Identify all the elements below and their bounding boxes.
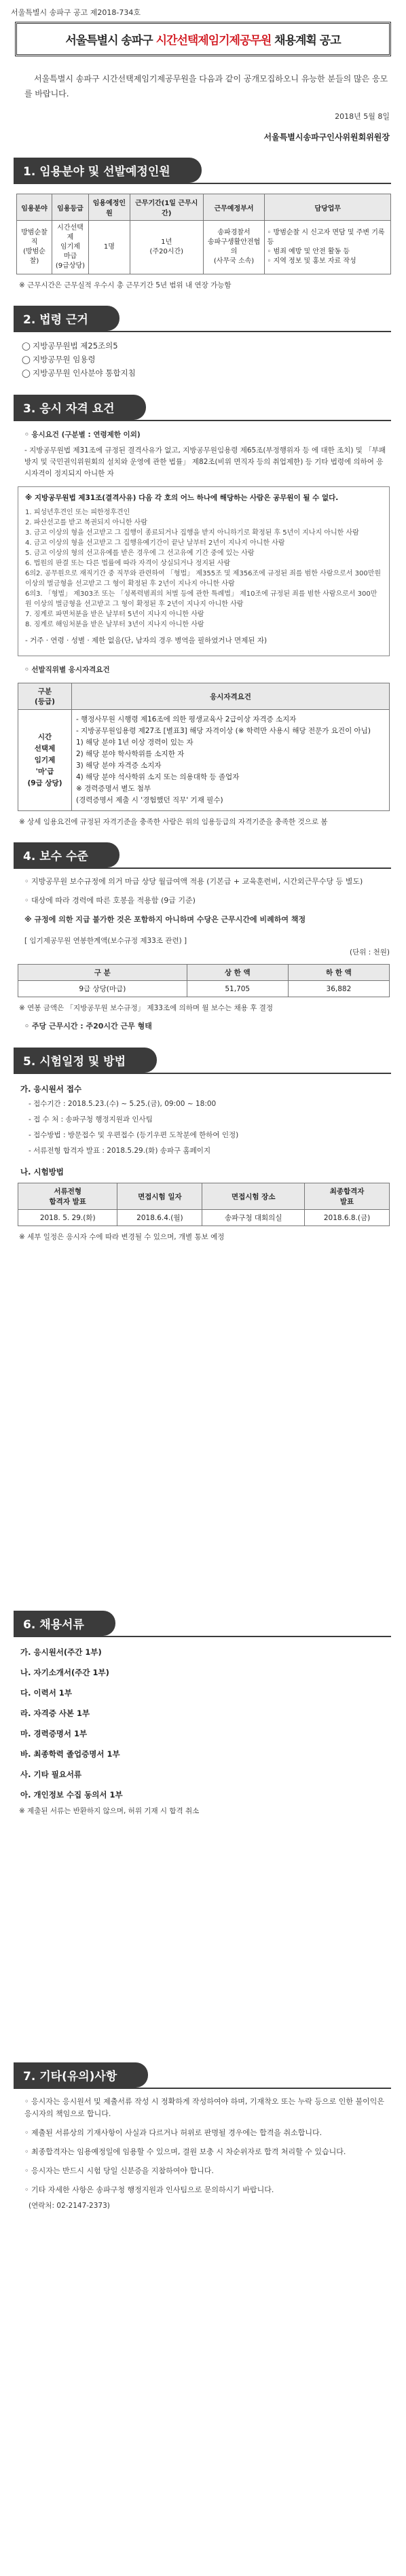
table-cell: ◦ 방범순찰 시 신고자 면담 및 주변 기록 등 ◦ 범죄 예방 및 안전 활동 등 ◦ 지역 정보 및 홍보 자료 작성 xyxy=(265,221,391,274)
notes-list xyxy=(8,2096,398,2196)
col-header: 면접시험 장소 xyxy=(202,1183,305,1210)
box-title: ※ 지방공무원법 제31조(결격사유) 다음 각 호의 어느 하나에 해당하는 사람은 공무원이 될 수 없다. xyxy=(25,494,339,502)
title-highlight: 시간선택제임기제공무원 xyxy=(155,34,272,48)
list-item: 4) 해당 분야 석사학위 소지 또는 의용대학 등 졸업자 xyxy=(76,773,240,781)
pay-table xyxy=(18,964,390,997)
section-title: 2. 법령 근거 xyxy=(14,306,119,331)
divider xyxy=(14,2088,391,2089)
table-cell: 시간선택제 임기제 마급 (9급상당) xyxy=(52,221,89,274)
table-cell: 송파구청 대회의실 xyxy=(202,1210,305,1226)
spacer xyxy=(8,1817,398,2047)
intro-text: 서울특별시 송파구 시간선택제임기제공무원을 다음과 같이 공개모집하오니 유능한 분들의 많은 응모를 바랍니다. xyxy=(24,74,388,99)
box-lines xyxy=(25,507,382,630)
document-item: 라. 자격증 사본 1부 xyxy=(20,1709,90,1718)
agency-name: 서울특별시송파구인사위원회위원장 xyxy=(263,132,390,142)
section-5 xyxy=(8,1048,398,1074)
list-item: 5. 금고 이상의 형의 선고유예를 받은 경우에 그 선고유예 기간 중에 있는 사람 xyxy=(25,550,255,557)
table-cell: 1명 xyxy=(88,221,130,274)
document-item: 바. 최종학력 졸업증명서 1부 xyxy=(20,1749,120,1759)
col-header: 근무기간(1일 근무시간) xyxy=(130,194,203,221)
list-item: (경력증명서 제출 시 '경험했던 직무' 기재 필수) xyxy=(76,796,223,804)
schedule-line: - 접수기간 : 2018.5.23.(수) ~ 5.25.(금), 09:00 ~ 18:00 xyxy=(29,1100,217,1108)
documents-note: ※ 제출된 서류는 반환하지 않으며, 허위 기재 시 합격 취소 xyxy=(19,1807,200,1815)
pay-warning: ※ 규정에 의한 지급 불가한 것은 포함하지 아니하며 수당은 근무시간에 비례하여 책정 xyxy=(24,915,306,924)
schedule-line: - 접수방법 : 방문접수 및 우편접수 (등기우편 도착분에 한하여 인정) xyxy=(29,1131,239,1139)
divider xyxy=(14,867,391,869)
box-foot: - 거주 · 연령 · 성별 · 제한 없음(단, 남자의 경우 병역을 필하였거나 면제된 자) xyxy=(25,637,267,645)
col-header: 임용등급 xyxy=(52,194,89,221)
divider xyxy=(14,1636,391,1637)
hours-line: ◦ 주당 근무시간 : 주20시간 근무 형태 xyxy=(24,1022,152,1031)
list-item: - 지방공무원임용령 제27조 [별표3] 해당 자격이상 (※ 학력만 사용시 해당 전문가 요건이 아님) xyxy=(76,727,371,735)
note-item: ◦ 응시자는 응시원서 및 제출서류 작성 시 정확하게 작성하여야 하며, 기재착오 또는 누락 등으로 인한 불이익은 응시자의 책임으로 합니다. xyxy=(24,2097,384,2118)
col-header: 임용예정인원 xyxy=(88,194,130,221)
spacer xyxy=(8,1242,398,1596)
col-header: 최종합격자 발표 xyxy=(305,1183,390,1210)
table-cell: 51,705 xyxy=(187,981,288,997)
table-cell: 2018.6.8.(금) xyxy=(305,1210,390,1226)
col-header: 구 분 xyxy=(18,965,187,981)
qual-note: ※ 상세 임용요건에 규정된 자격기준을 충족한 사람은 위의 임용등급의 자격기준을 충족한 것으로 봄 xyxy=(19,818,328,826)
section-title: 5. 시험일정 및 방법 xyxy=(14,1048,157,1073)
section-1 xyxy=(8,158,398,184)
table-cell: 9급 상당(마급) xyxy=(18,981,187,997)
list-item: 7. 징계로 파면처분을 받은 날부터 5년이 지나지 아니한 사람 xyxy=(25,611,204,618)
title-post: 채용계획 공고 xyxy=(271,34,341,48)
law-list xyxy=(22,339,390,380)
section-2 xyxy=(8,306,398,332)
document-item: 사. 기타 필요서류 xyxy=(20,1770,82,1779)
section-7 xyxy=(8,2062,398,2089)
title-pre: 서울특별시 송파구 xyxy=(65,34,156,48)
section-title: 6. 채용서류 xyxy=(14,1611,115,1636)
col-header: 서류전형 합격자 발표 xyxy=(18,1183,117,1210)
section-title: 3. 응시 자격 요건 xyxy=(14,395,146,420)
qual-title: ◦ 선발직위별 응시자격요건 xyxy=(24,666,110,674)
note-item: ◦ 기타 자세한 사항은 송파구청 행정지원과 인사팀으로 문의하시기 바랍니다. xyxy=(24,2185,274,2194)
qualification-table xyxy=(18,683,390,811)
grade-cell: 시간 선택제 임기제 '마'급 (9급 상당) xyxy=(18,710,72,811)
list-item: 4. 금고 이상의 형을 선고받고 그 집행유예기간이 끝난 날부터 2년이 지나지 아니한 사람 xyxy=(25,539,285,547)
document-item: 가. 응시원서(주간 1부) xyxy=(20,1647,102,1657)
req-title: ◦ 응시요건 (구분별 : 연령제한 이외) xyxy=(24,431,141,439)
col-header: 임용분야 xyxy=(17,194,52,221)
contact-line: (연락처: 02-2147-2373) xyxy=(29,2202,110,2210)
col-header: 하 한 액 xyxy=(288,965,389,981)
pay-caption: [ 임기제공무원 연봉한계액(보수규정 제33조 관련) ] xyxy=(24,937,187,945)
divider xyxy=(14,331,391,332)
schedule-line: - 접 수 처 : 송파구청 행정지원과 인사팀 xyxy=(29,1115,153,1124)
list-item: ◯ 지방공무원법 제25조의5 xyxy=(22,341,118,351)
qual-cell xyxy=(72,710,390,811)
schedule-item: 가. 응시원서 접수 xyxy=(20,1084,82,1094)
divider xyxy=(14,1073,391,1074)
col-header: 구분 (등급) xyxy=(18,683,72,710)
list-item: ◯ 지방공무원 인사분야 통합지침 xyxy=(22,368,136,378)
list-item: ※ 경력증명서 별도 첨부 xyxy=(76,785,151,793)
section-3 xyxy=(8,395,398,421)
list-item: 8. 징계로 해임처분을 받은 날부터 3년이 지나지 아니한 사람 xyxy=(25,621,204,628)
list-item: 6의3. 「형법」 제303조 또는 「성폭력범죄의 처벌 등에 관한 특례법」 제10조에 규정된 죄를 범한 사람으로서 300만원 이상의 벌금형을 선고받고 그 형이 확정된 후 2년이 지나지 아니한 사람 xyxy=(25,590,377,608)
schedule-table xyxy=(18,1183,390,1226)
col-header: 응시자격요건 xyxy=(72,683,390,710)
pay-unit: (단위 : 천원) xyxy=(350,948,390,956)
note-item: ◦ 응시자는 반드시 시험 당일 신분증을 지참하여야 합니다. xyxy=(24,2166,214,2175)
documents-list xyxy=(8,1647,398,1800)
section-title: 1. 임용분야 및 선발예정인원 xyxy=(14,158,202,183)
col-header: 근무예정부서 xyxy=(203,194,265,221)
table-cell: 2018. 5. 29.(화) xyxy=(18,1210,117,1226)
divider xyxy=(14,420,391,421)
section-4 xyxy=(8,842,398,869)
col-header: 상 한 액 xyxy=(187,965,288,981)
req-line: - 지방공무원법 제31조에 규정된 결격사유가 없고, 지방공무원임용령 제65조(부정행위자 등 에 대한 조치) 및 「부패방지 및 국민권익위원회의 설치와 운영에 관한 법률」 제82조(비위 면직자 등의 취업제한) 등 기타 법령에 의하여 응시자격이 정지되지 아니한 자 xyxy=(24,446,386,478)
page-title xyxy=(15,22,391,56)
pay-line: ◦ 지방공무원 보수규정에 의거 마급 상당 월급여액 적용 (기본급 + 교육훈련비, 시간외근무수당 등 별도) xyxy=(24,877,363,886)
document-item: 마. 경력증명서 1부 xyxy=(20,1729,88,1738)
list-item: ◯ 지방공무원 임용령 xyxy=(22,355,96,364)
col-header: 담당업무 xyxy=(265,194,391,221)
disqualification-box xyxy=(18,486,390,656)
section-title: 4. 보수 수준 xyxy=(14,842,119,867)
list-item: 1. 피성년후견인 또는 피한정후견인 xyxy=(25,509,130,516)
list-item: 2. 파산선고를 받고 복권되지 아니한 사람 xyxy=(25,519,147,526)
list-item: 6. 법원의 판결 또는 다른 법률에 따라 자격이 상실되거나 정지된 사람 xyxy=(25,560,231,567)
notice-date: 2018년 5월 8일 xyxy=(335,112,390,121)
document-item: 나. 자기소개서(주간 1부) xyxy=(20,1668,109,1677)
schedule-note: ※ 세부 일정은 응시자 수에 따라 변경될 수 있으며, 개별 통보 예정 xyxy=(19,1233,225,1241)
document-item: 다. 이력서 1부 xyxy=(20,1688,72,1698)
list-item: - 행정사무원 시행령 제16조에 의한 평생교육사 2급이상 자격증 소지자 xyxy=(76,715,297,723)
col-header: 면접시험 일자 xyxy=(117,1183,202,1210)
table-cell: 1년 (주20시간) xyxy=(130,221,203,274)
note-item: ◦ 제출된 서류상의 기재사항이 사실과 다르거나 허위로 판명될 경우에는 합격을 취소합니다. xyxy=(24,2128,322,2137)
pay-note: ※ 연봉 금액은 「지방공무원 보수규정」 제33조에 의하며 월 보수는 채용 후 결정 xyxy=(19,1004,274,1012)
notice-number: 서울특별시 송파구 공고 제2018-734호 xyxy=(11,8,141,17)
list-item: 6의2. 공무원으로 재직기간 중 직무와 관련하여 「형법」 제355조 및 제356조에 규정된 죄를 범한 사람으로서 300만원 이상의 벌금형을 선고받고 그 형이 확정된 후 2년이 지나지 아니한 사람 xyxy=(25,570,382,588)
list-item: 2) 해당 분야 학사학위를 소지한 자 xyxy=(76,750,185,758)
table-cell: 송파경찰서 송파구생활안전협의 (사무국 소속) xyxy=(203,221,265,274)
schedule-line: - 서류전형 합격자 발표 : 2018.5.29.(화) 송파구 홈페이지 xyxy=(29,1147,211,1155)
divider xyxy=(14,183,391,184)
section-6 xyxy=(8,1611,398,1637)
hours-note: ※ 근무시간은 근무실적 우수시 총 근무기간 5년 범위 내 연장 가능함 xyxy=(19,281,232,289)
method-item: 나. 시험방법 xyxy=(20,1167,64,1177)
list-item: 1) 해당 분야 1년 이상 경력이 있는 자 xyxy=(76,738,193,747)
note-item: ◦ 최종합격자는 임용예정일에 임용할 수 있으며, 결원 보충 시 차순위자로 합격 처리할 수 있습니다. xyxy=(24,2147,346,2156)
section-title: 7. 기타(유의)사항 xyxy=(14,2062,148,2088)
list-item: 3. 금고 이상의 형을 선고받고 그 집행이 종료되거나 집행을 받지 아니하기로 확정된 후 5년이 지나지 아니한 사람 xyxy=(25,529,359,537)
notice-page xyxy=(8,0,398,2212)
pay-line: ◦ 대상에 따라 경력에 따른 호봉을 적용함 (9급 기준) xyxy=(24,896,196,905)
position-table xyxy=(16,194,391,274)
document-item: 아. 개인정보 수집 동의서 1부 xyxy=(20,1790,123,1800)
table-cell: 2018.6.4.(월) xyxy=(117,1210,202,1226)
table-cell: 36,882 xyxy=(288,981,389,997)
table-cell: 방범순찰 직 (방범순찰) xyxy=(17,221,52,274)
list-item: 3) 해당 분야 자격증 소지자 xyxy=(76,762,162,770)
